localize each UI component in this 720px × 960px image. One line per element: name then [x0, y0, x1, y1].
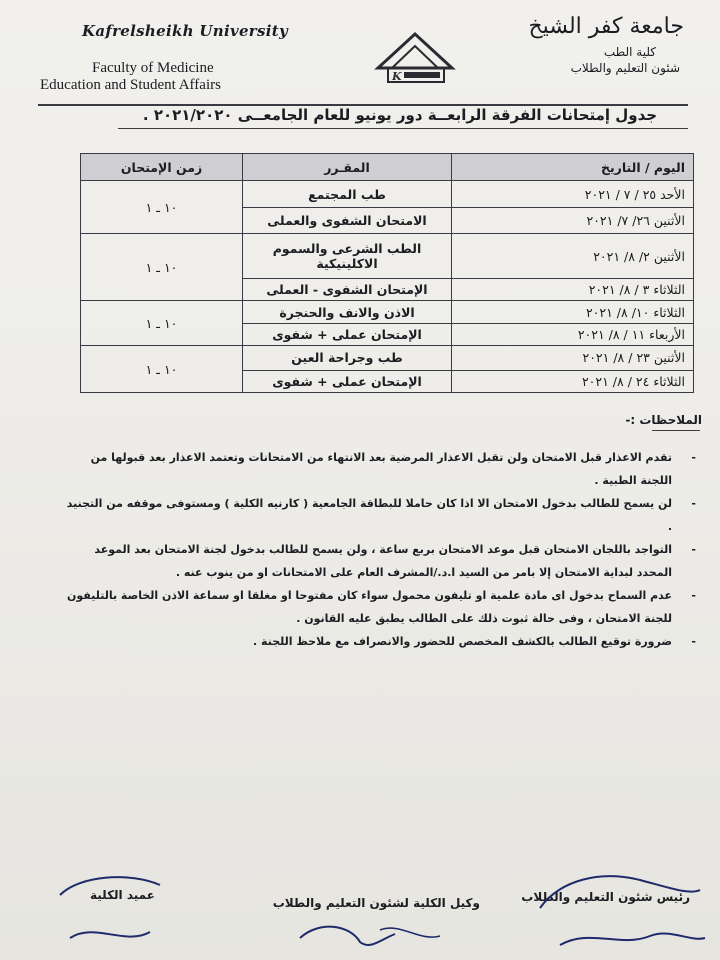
faculty-name-ar: كلية الطب: [603, 45, 656, 59]
date-cell: الأثنين ٢٦/ ٧/ ٢٠٢١: [452, 207, 694, 233]
date-cell: الأحد ٢٥ / ٧ / ٢٠٢١: [452, 181, 694, 207]
time-cell: ١٠ ـ ١: [81, 301, 243, 346]
document-title: جدول إمتحانات الفرقة الرابعــة دور يونيو للعام الجامعــى ٢٠٢١/٢٠٢٠ .: [142, 106, 658, 124]
university-name-ar: جامعة كفر الشيخ: [528, 14, 684, 39]
course-cell: طب وجراحة العين: [243, 346, 452, 370]
table-row: [81, 301, 694, 323]
handwritten-signatures-icon: [0, 850, 720, 960]
header-english: [40, 22, 300, 94]
course-cell: الإمتحان الشفوى - العملى: [243, 279, 452, 301]
time-cell: ١٠ ـ ١: [81, 346, 243, 393]
date-cell: الأثنين ٢/ ٨/ ٢٠٢١: [452, 234, 694, 279]
date-cell: الأربعاء ١١ / ٨/ ٢٠٢١: [452, 323, 694, 345]
svg-text:K: K: [392, 70, 402, 83]
list-item: - عدم السماح بدخول اى مادة علمية او تليفون محمول سواء كان مفتوحا او مغلقا او سماعة الاذن الخاصة بالتليفون للجنة الامتحان ، وفى حالة ثبوت ذلك على الطالب يطبق عليه القانون .: [60, 584, 700, 630]
university-logo-icon: [370, 28, 460, 88]
course-cell: الامتحان الشفوى والعملى: [243, 207, 452, 233]
course-cell: الاذن والانف والحنجرة: [243, 301, 452, 323]
table-row: [81, 346, 694, 370]
table-header-row: [81, 154, 694, 181]
date-cell: الثلاثاء ١٠/ ٨/ ٢٠٢١: [452, 301, 694, 323]
table-row: [81, 181, 694, 207]
signature-label-affairs-head: رئيس شئون التعليم والطلاب: [521, 890, 690, 904]
university-name-en: Kafrelsheikh University: [82, 22, 289, 40]
exam-schedule-table: [80, 153, 694, 393]
header-time: زمن الإمتحان: [81, 154, 243, 181]
date-cell: الثلاثاء ٣ / ٨/ ٢٠٢١: [452, 279, 694, 301]
list-item: - ضرورة توقيع الطالب بالكشف المخصص للحضور والانصراف مع ملاحظ اللجنة .: [60, 630, 700, 653]
notes-list: [60, 446, 700, 653]
header-arabic: [472, 14, 692, 75]
list-item: - تقدم الاعذار قبل الامتحان ولن تقبل الاعذار المرضية بعد الانتهاء من الامتحانات وتعتمد الاعذار بعد قبولها من اللجنة الطبية .: [60, 446, 700, 492]
affairs-name-en: Education and Student Affairs: [40, 77, 221, 93]
header-date: اليوم / التاريخ: [452, 154, 694, 181]
course-cell: طب المجتمع: [243, 181, 452, 207]
list-item: - لن يسمح للطالب بدخول الامتحان الا اذا كان حاملا للبطاقة الجامعية ( كارنيه الكلية ) ومستوفى موقفه من التجنيد .: [60, 492, 700, 538]
faculty-name-en: Faculty of Medicine: [92, 60, 214, 76]
notes-heading-underline: [652, 430, 700, 431]
notes-heading: الملاحظات :-: [625, 413, 702, 427]
list-item: - التواجد باللجان الامتحان قبل موعد الامتحان بربع ساعة ، ولن يسمح للطالب بدخول لجنة الامتحان بعد الموعد المحدد لبداية الامتحان إلا بامر من السيد ا.د./المشرف العام على الامتحانات او من ينوب عنه .: [60, 538, 700, 584]
time-cell: ١٠ ـ ١: [81, 234, 243, 301]
course-cell: الإمتحان عملى + شفوى: [243, 370, 452, 392]
table-row: [81, 234, 694, 279]
affairs-name-ar: شئون التعليم والطلاب: [570, 61, 680, 75]
title-underline: [118, 128, 688, 129]
date-cell: الثلاثاء ٢٤ / ٨/ ٢٠٢١: [452, 370, 694, 392]
date-cell: الأثنين ٢٣ / ٨/ ٢٠٢١: [452, 346, 694, 370]
signature-label-vice-dean: وكيل الكلية لشئون التعليم والطلاب: [272, 896, 480, 910]
signature-label-dean: عميد الكلية: [90, 888, 155, 902]
time-cell: ١٠ ـ ١: [81, 181, 243, 234]
header-course: المقـرر: [243, 154, 452, 181]
course-cell: الإمتحان عملى + شفوى: [243, 323, 452, 345]
course-cell: الطب الشرعى والسموم الاكلينيكية: [243, 234, 452, 279]
